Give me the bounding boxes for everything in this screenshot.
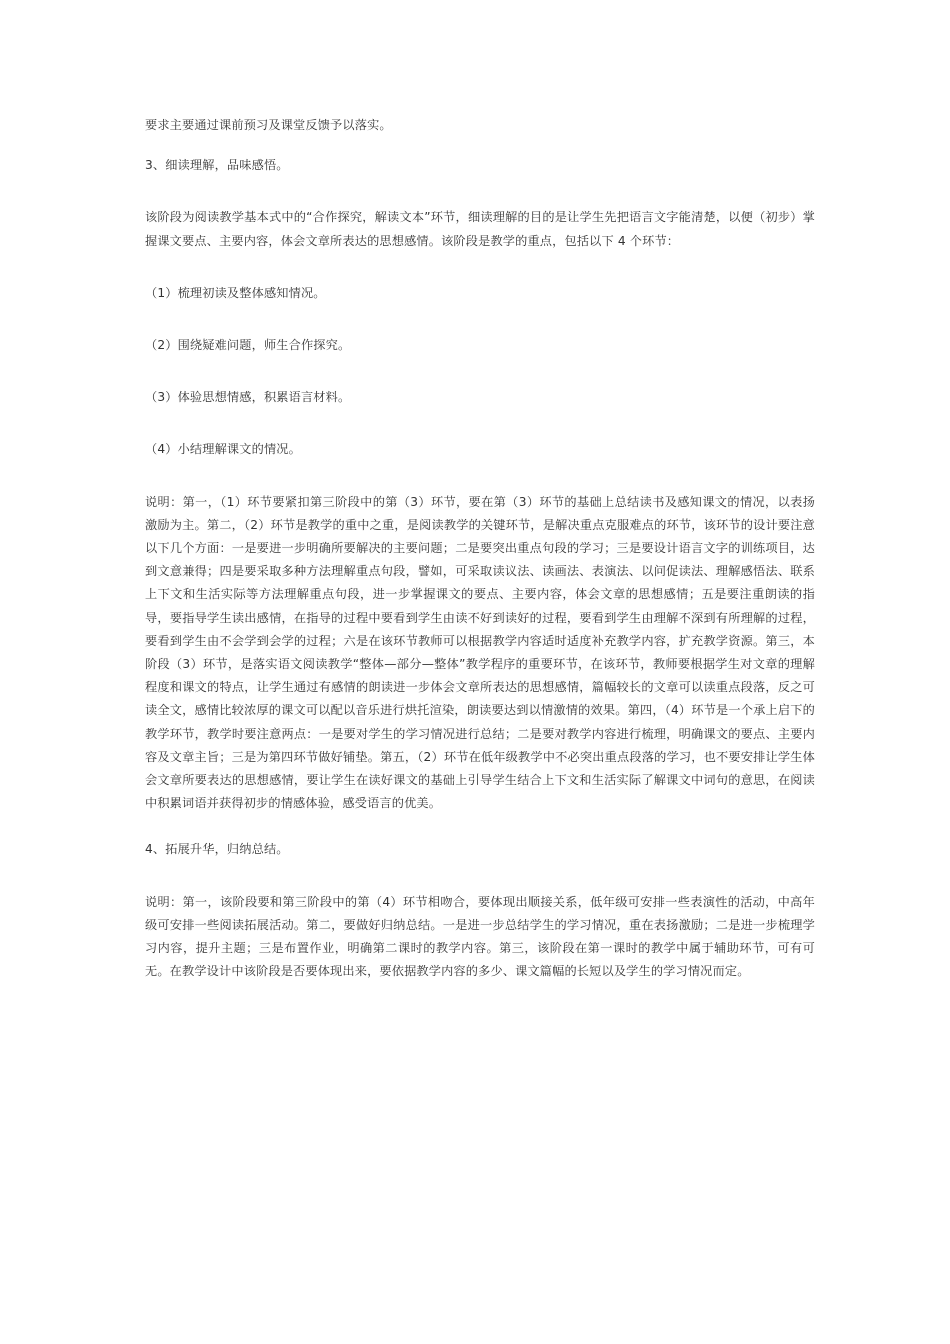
paragraph-explanation-1: 说明：第一，（1）环节要紧扣第三阶段中的第（3）环节，要在第（3）环节的基础上总结读书及感知课文的情况，以表扬激励为主。第二，（2）环节是教学的重中之重，是阅读教学的关键环节，是解决重点克服难点的环节，该环节的设计要注意以下几个方面：一是要进一步明确所要解决的主要问题；二是要突出重点句段的学习；三是要设计语言文字的训练项目，达到文意兼得；四是要采取多种方法理解重点句段，譬如，可采取读议法、读画法、表演法、以问促读法、理解感悟法、联系上下文和生活实际等方法理解重点句段，进一步掌握课文的要点、主要内容，体会文章的思想感情；五是要注重朗读的指导，要指导学生读出感情，在指导的过程中要看到学生由读不好到读好的过程，要看到学生由理解不深到有所理解的过程，要看到学生由不会学到会学的过程；六是在该环节教师可以根据教学内容适时适度补充教学内容，扩充教学资源。第三，本阶段（3）环节，是落实语文阅读教学“整体—部分—整体”教学程序的重要环节，在该环节，教师要根据学生对文章的理解程度和课文的特点，让学生通过有感情的朗读进一步体会文章所表达的思想感情，篇幅较长的文章可以读重点段落，反之可读全文，感情比较浓厚的课文可以配以音乐进行烘托渲染，朗读要达到以情激情的效果。第四，（4）环节是一个承上启下的教学环节，教学时要注意两点：一是要对学生的学习情况进行总结；二是要对教学内容进行梳理，明确课文的要点、主要内容及文章主旨；三是为第四环节做好铺垫。第五，（2）环节在低年级教学中不必突出重点段落的学习，也不要安排让学生体会文章所要表达的思想感情，要让学生在读好课文的基础上引导学生结合上下文和生活实际了解课文中词句的意思，在阅读中积累词语并获得初步的情感体验，感受语言的优美。 — [145, 494, 815, 811]
list-item-step-3: （3）体验思想情感，积累语言材料。 — [145, 390, 351, 405]
list-item-step-4: （4）小结理解课文的情况。 — [145, 442, 301, 457]
paragraph-stage-description: 该阶段为阅读教学基本式中的“合作探究，解读文本”环节，细读理解的目的是让学生先把语言文字能清楚，以便（初步）掌握课文要点、主要内容，体会文章所表达的思想感情。该阶段是教学的重点，包括以下 4 个环节： — [145, 210, 815, 248]
paragraph-explanation-2: 说明：第一，该阶段要和第三阶段中的第（4）环节相吻合，要体现出顺接关系，低年级可安排一些表演性的活动，中高年级可安排一些阅读拓展活动。第二，要做好归纳总结。一是进一步总结学生的学习情况，重在表扬激励；二是进一步梳理学习内容，提升主题；三是布置作业，明确第二课时的教学内容。第三，该阶段在第一课时的教学中属于辅助环节，可有可无。在教学设计中该阶段是否要体现出来，要依据教学内容的多少、课文篇幅的长短以及学生的学习情况而定。 — [145, 894, 815, 979]
document-body — [145, 114, 815, 983]
section-heading-3: 3、细读理解，品味感悟。 — [145, 158, 289, 173]
section-heading-4: 4、拓展升华，归纳总结。 — [145, 842, 289, 857]
paragraph-intro: 要求主要通过课前预习及课堂反馈予以落实。 — [145, 118, 392, 132]
list-item-step-2: （2）围绕疑难问题，师生合作探究。 — [145, 338, 351, 353]
list-item-step-1: （1）梳理初读及整体感知情况。 — [145, 285, 326, 300]
